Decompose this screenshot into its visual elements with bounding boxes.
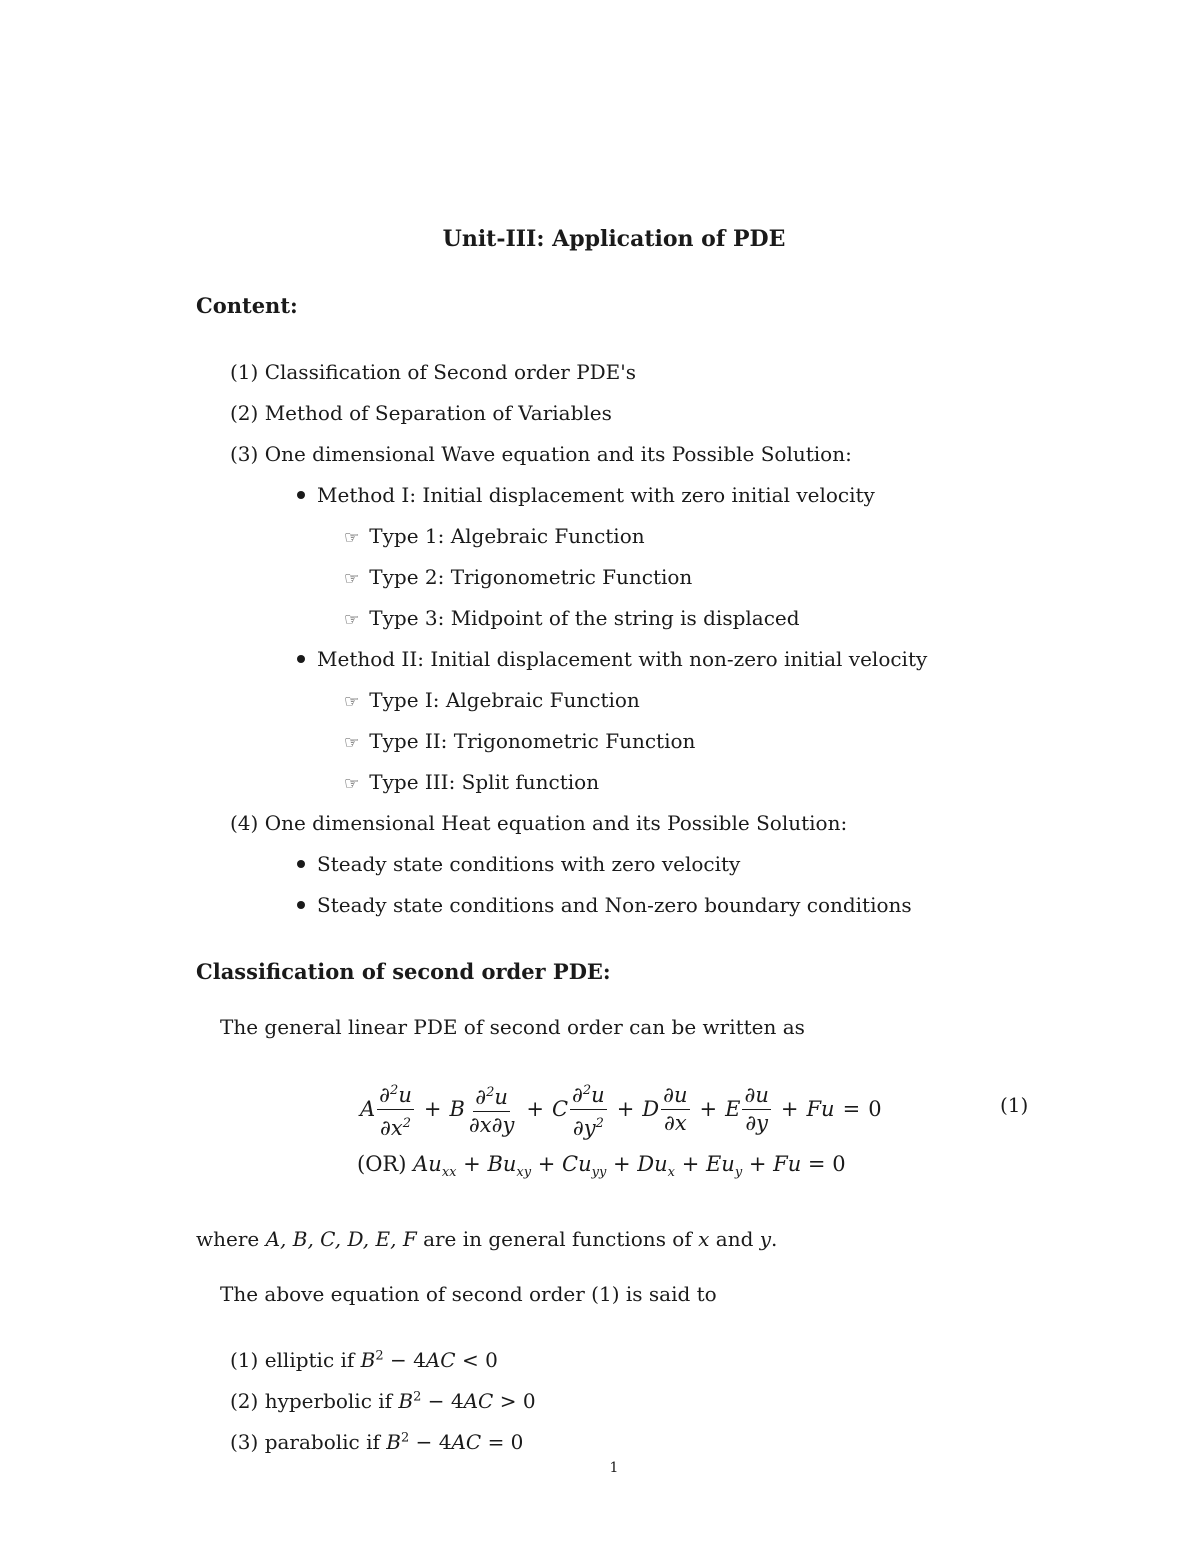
condition-label: (3) parabolic if	[230, 1430, 380, 1454]
var-y: y	[759, 1227, 772, 1251]
where-sentence: where A, B, C, D, E, F are in general functions of x and y.	[196, 1227, 778, 1251]
pointing-hand-icon: ☞	[344, 692, 360, 712]
equation-number: (1)	[1000, 1093, 1029, 1117]
heat-item-1	[297, 852, 740, 876]
condition-elliptic: (1) elliptic if $B^2 - 4AC < 0$	[230, 1348, 498, 1372]
bullet-icon	[297, 491, 305, 499]
method-2-label: Method II: Initial displacement with non-zero initial velocity	[317, 647, 928, 671]
intro-paragraph: The general linear PDE of second order can be written as	[220, 1015, 805, 1039]
condition-relation: = 0	[487, 1430, 524, 1454]
where-text: where	[196, 1227, 260, 1251]
pde-equation-subscript-form: (OR) $Au_{xx} + Bu_{xy} + Cu_{yy} + Du_x + Eu_y + Fu = 0$	[357, 1152, 846, 1181]
var-x: x	[698, 1227, 710, 1251]
type-label: Type 2: Trigonometric Function	[369, 565, 693, 589]
heat-item-2	[297, 893, 912, 917]
pde-equation: A $\frac{\partial^2u}{\partial x^2}$ + B $\frac{\partial^2u}{\partial x\partial y}$ + C $\frac{\partial^2u}{\partial y^2}$ + D $\frac{\partial u}{\partial x}$ + E $\frac{\partial u}{\partial y}$ + Fu = 0	[360, 1074, 882, 1144]
method-1-type-3	[344, 606, 800, 630]
page-number: 1	[609, 1460, 619, 1476]
method-1-item	[297, 483, 875, 507]
pointing-hand-icon: ☞	[344, 569, 360, 589]
bullet-icon	[297, 901, 305, 909]
pointing-hand-icon: ☞	[344, 774, 360, 794]
said-paragraph: The above equation of second order (1) is said to	[220, 1282, 717, 1306]
type-label: Type 1: Algebraic Function	[369, 524, 645, 548]
condition-relation: > 0	[499, 1389, 536, 1413]
pointing-hand-icon: ☞	[344, 733, 360, 753]
content-item-1: (1) Classification of Second order PDE's	[230, 360, 637, 384]
method-1-type-1	[344, 524, 645, 548]
condition-label: (1) elliptic if	[230, 1348, 355, 1372]
method-2-type-1	[344, 688, 640, 712]
method-1-type-2	[344, 565, 692, 589]
condition-label: (2) hyperbolic if	[230, 1389, 393, 1413]
page-title: Unit-III: Application of PDE	[442, 226, 786, 252]
condition-hyperbolic: (2) hyperbolic if $B^2 - 4AC > 0$	[230, 1389, 536, 1413]
where-text: are in general functions of	[423, 1227, 692, 1251]
type-label: Type 3: Midpoint of the string is displaced	[369, 606, 800, 630]
condition-relation: < 0	[461, 1348, 498, 1372]
bullet-icon	[297, 655, 305, 663]
content-item-4: (4) One dimensional Heat equation and its Possible Solution:	[230, 811, 848, 835]
condition-parabolic: (3) parabolic if $B^2 - 4AC = 0$	[230, 1430, 524, 1454]
heat-label: Steady state conditions with zero velocity	[317, 852, 741, 876]
method-2-type-3	[344, 770, 599, 794]
bullet-icon	[297, 860, 305, 868]
method-2-item	[297, 647, 927, 671]
heat-label: Steady state conditions and Non-zero boundary conditions	[317, 893, 912, 917]
or-label: (OR)	[357, 1152, 407, 1176]
type-label: Type II: Trigonometric Function	[369, 729, 696, 753]
section-heading: Classification of second order PDE:	[196, 959, 611, 984]
method-1-label: Method I: Initial displacement with zero initial velocity	[317, 483, 875, 507]
content-item-3: (3) One dimensional Wave equation and its Possible Solution:	[230, 442, 852, 466]
content-item-2: (2) Method of Separation of Variables	[230, 401, 612, 425]
type-label: Type I: Algebraic Function	[369, 688, 640, 712]
content-heading: Content:	[196, 293, 298, 318]
pointing-hand-icon: ☞	[344, 528, 360, 548]
coefficient-vars: A, B, C, D, E, F	[265, 1227, 417, 1251]
type-label: Type III: Split function	[369, 770, 600, 794]
method-2-type-2	[344, 729, 695, 753]
where-text: and	[715, 1227, 754, 1251]
pointing-hand-icon: ☞	[344, 610, 360, 630]
